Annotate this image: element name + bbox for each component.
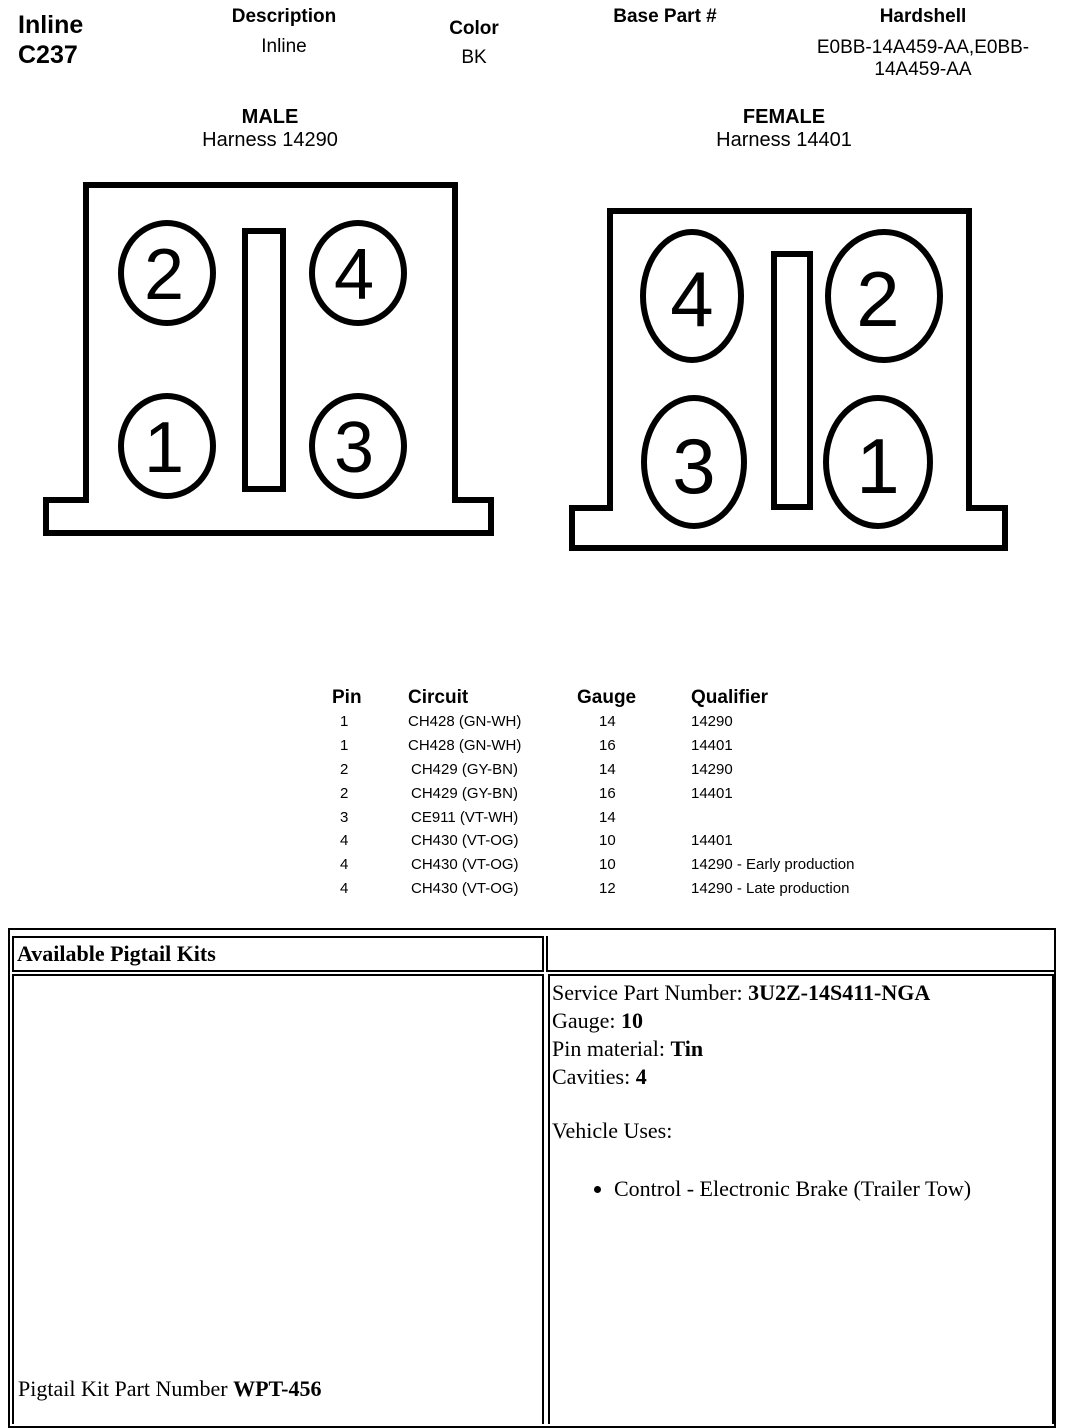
pin-cell: 4 [340, 856, 349, 874]
male-pin-label-top-left: 2 [143, 235, 185, 315]
gauge-cell: 14 [599, 808, 616, 826]
pigtail-kit-part-number [18, 1376, 322, 1402]
circuit-cell: CH430 (VT-OG) [411, 832, 519, 850]
table-row [330, 781, 921, 805]
pin-cell: 4 [340, 879, 349, 897]
vehicle-uses-label: Vehicle Uses: [552, 1118, 673, 1143]
hardshell-value-line1: E0BB-14A459-AA,E0BB- [816, 37, 1030, 58]
heading-spacer-cell [546, 936, 1054, 972]
pin-cell: 1 [340, 713, 349, 731]
pigtail-kits-heading-cell [12, 936, 544, 972]
color-label: Color [449, 18, 499, 39]
female-pin-label-top-left: 4 [670, 255, 714, 343]
circuit-cell: CE911 (VT-WH) [411, 808, 519, 826]
female-pin-label-top-right: 2 [856, 255, 900, 343]
list-item: • Control - Electronic Brake (Trailer Tow) [614, 1175, 1052, 1203]
hardshell-label: Hardshell [879, 6, 967, 27]
cavities-line [552, 1063, 1052, 1091]
gauge-cell: 14 [599, 760, 616, 778]
pigtail-details-cell [548, 974, 1054, 1424]
pin-material-value: Tin [670, 1036, 704, 1061]
qualifier-cell: 14290 - Late production [691, 879, 850, 897]
pin-table [330, 686, 921, 900]
male-pin-label-bottom-right: 3 [333, 408, 375, 488]
pin-cell: 2 [340, 760, 349, 778]
table-row [330, 758, 921, 782]
vehicle-uses-list [552, 1175, 1052, 1203]
gauge-cell: 16 [599, 737, 616, 755]
circuit-cell: CH430 (VT-OG) [411, 879, 519, 897]
circuit-cell: CH428 (GN-WH) [408, 713, 522, 731]
hardshell-value-line2: 14A459-AA [874, 59, 972, 80]
pin-cell: 4 [340, 832, 349, 850]
gauge-cell: 10 [599, 856, 616, 874]
connector-id: C237 [18, 41, 78, 69]
pin-cell: 2 [340, 784, 349, 802]
circuit-header: Circuit [408, 687, 469, 708]
circuit-cell: CH429 (GY-BN) [411, 760, 518, 778]
gauge-label: Gauge: [552, 1008, 622, 1033]
pin-header: Pin [332, 687, 362, 708]
circuit-cell: CH428 (GN-WH) [408, 737, 522, 755]
description-label: Description [231, 6, 337, 27]
male-pin-label-top-right: 4 [333, 235, 375, 315]
table-row [330, 710, 921, 734]
qualifier-cell: 14290 [691, 760, 733, 778]
pin-material-label: Pin material: [552, 1036, 671, 1061]
description-value: Inline [261, 36, 307, 57]
service-part-value: 3U2Z-14S411-NGA [748, 980, 931, 1005]
qualifier-cell: 14290 - Early production [691, 856, 855, 874]
gauge-cell: 14 [599, 713, 616, 731]
service-part-label: Service Part Number: [552, 980, 749, 1005]
male-harness: Harness 14290 [202, 129, 338, 151]
kit-part-label: Pigtail Kit Part Number [18, 1376, 234, 1401]
qualifier-cell: 14401 [691, 737, 733, 755]
pin-cell: 1 [340, 737, 349, 755]
male-label: MALE [241, 106, 299, 128]
pin-cell: 3 [340, 808, 349, 826]
pigtail-details [550, 976, 1052, 1203]
gauge-cell: 10 [599, 832, 616, 850]
table-row [330, 805, 921, 829]
cavities-value: 4 [635, 1064, 647, 1089]
gauge-header: Gauge [577, 687, 637, 708]
pigtail-kit-cell [12, 974, 544, 1424]
female-connector-diagram [0, 0, 1066, 600]
pin-table-header-row [330, 686, 921, 710]
circuit-cell: CH429 (GY-BN) [411, 784, 518, 802]
qualifier-cell: 14401 [691, 784, 733, 802]
base-part-label: Base Part # [613, 6, 717, 27]
table-row [330, 829, 921, 853]
gauge-line [552, 1007, 1052, 1035]
cavities-label: Cavities: [552, 1064, 636, 1089]
male-pin-label-bottom-left: 1 [143, 408, 185, 488]
female-connector-housing [572, 211, 1005, 548]
gauge-value: 10 [621, 1008, 644, 1033]
pigtail-kits-heading: Available Pigtail Kits [17, 941, 216, 966]
qualifier-cell [679, 805, 921, 829]
table-row [330, 877, 921, 901]
qualifier-cell: 14290 [691, 713, 733, 731]
color-value: BK [461, 47, 487, 68]
female-pin-label-bottom-right: 1 [856, 422, 900, 510]
female-label: FEMALE [742, 106, 826, 128]
gauge-cell: 12 [599, 879, 616, 897]
table-row [330, 734, 921, 758]
female-harness: Harness 14401 [716, 129, 852, 151]
gauge-cell: 16 [599, 784, 616, 802]
circuit-cell: CH430 (VT-OG) [411, 856, 519, 874]
qualifier-header: Qualifier [691, 687, 769, 708]
kit-part-value: WPT-456 [233, 1376, 322, 1401]
table-row [330, 853, 921, 877]
female-pin-label-bottom-left: 3 [672, 422, 716, 510]
service-part-line [552, 979, 1052, 1007]
connector-type: Inline [18, 11, 84, 39]
qualifier-cell: 14401 [691, 832, 733, 850]
female-key-slot [774, 254, 810, 507]
pin-material-line [552, 1035, 1052, 1063]
